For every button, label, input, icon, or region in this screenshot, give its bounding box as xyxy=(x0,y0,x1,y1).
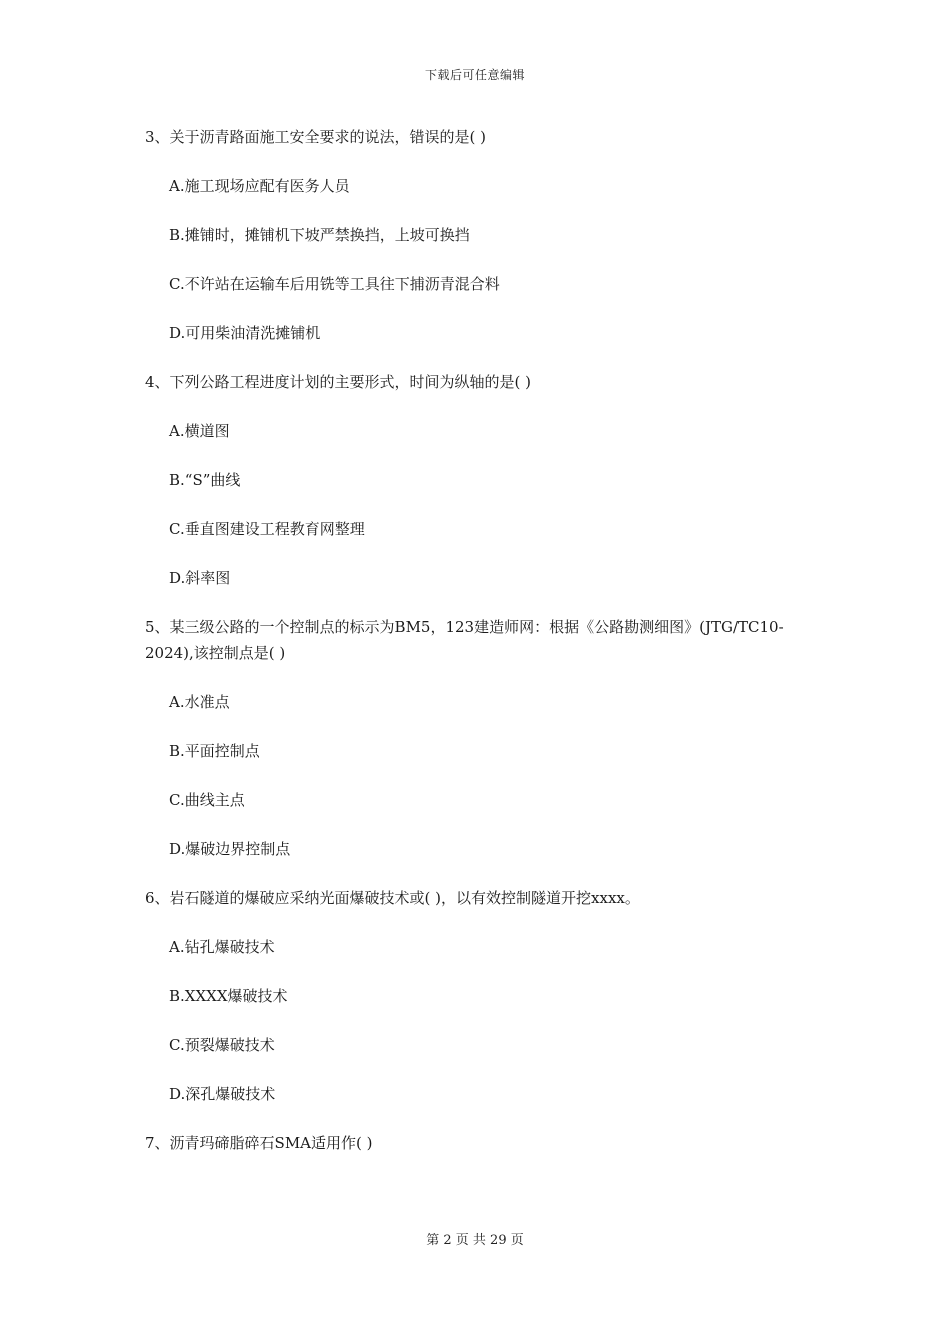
option-b: B.“S”曲线 xyxy=(169,471,241,489)
page-header: 下载后可任意编辑 xyxy=(424,68,525,82)
question-block xyxy=(145,1130,825,1156)
option-d: D.可用柴油清洗摊铺机 xyxy=(169,324,321,342)
question-block xyxy=(145,124,825,346)
option-c: C.曲线主点 xyxy=(169,791,245,809)
question-stem: 4、下列公路工程进度计划的主要形式，时间为纵轴的是( ) xyxy=(145,373,532,391)
option-d: D.斜率图 xyxy=(169,569,231,587)
option-d: D.爆破边界控制点 xyxy=(169,840,291,858)
option-a: A.水准点 xyxy=(169,693,230,711)
option-a: A.横道图 xyxy=(169,422,230,440)
option-b: B.平面控制点 xyxy=(169,742,260,760)
question-list xyxy=(145,124,825,1179)
question-block xyxy=(145,614,825,862)
option-c: C.垂直图建设工程教育网整理 xyxy=(169,520,365,538)
option-a: A.钻孔爆破技术 xyxy=(169,938,275,956)
question-block xyxy=(145,369,825,591)
option-c: C.不许站在运输车后用铣等工具往下捕沥青混合料 xyxy=(169,275,500,293)
question-stem: 5、某三级公路的一个控制点的标示为BM5，123建造师网：根据《公路勘测细图》(JTG/TC10-2024),该控制点是( ) xyxy=(145,618,784,662)
page-footer: 第 2 页 共 29 页 xyxy=(426,1233,524,1248)
option-b: B.XXXX爆破技术 xyxy=(169,987,288,1005)
question-stem: 6、岩石隧道的爆破应采纳光面爆破技术或( )，以有效控制隧道开挖xxxx。 xyxy=(145,889,640,907)
option-d: D.深孔爆破技术 xyxy=(169,1085,276,1103)
option-c: C.预裂爆破技术 xyxy=(169,1036,275,1054)
question-stem: 7、沥青玛碲脂碎石SMA适用作( ) xyxy=(145,1134,373,1152)
option-a: A.施工现场应配有医务人员 xyxy=(169,177,350,195)
option-b: B.摊铺时，摊铺机下坡严禁换挡，上坡可换挡 xyxy=(169,226,470,244)
question-block xyxy=(145,885,825,1107)
question-stem: 3、关于沥青路面施工安全要求的说法，错误的是( ) xyxy=(145,128,487,146)
